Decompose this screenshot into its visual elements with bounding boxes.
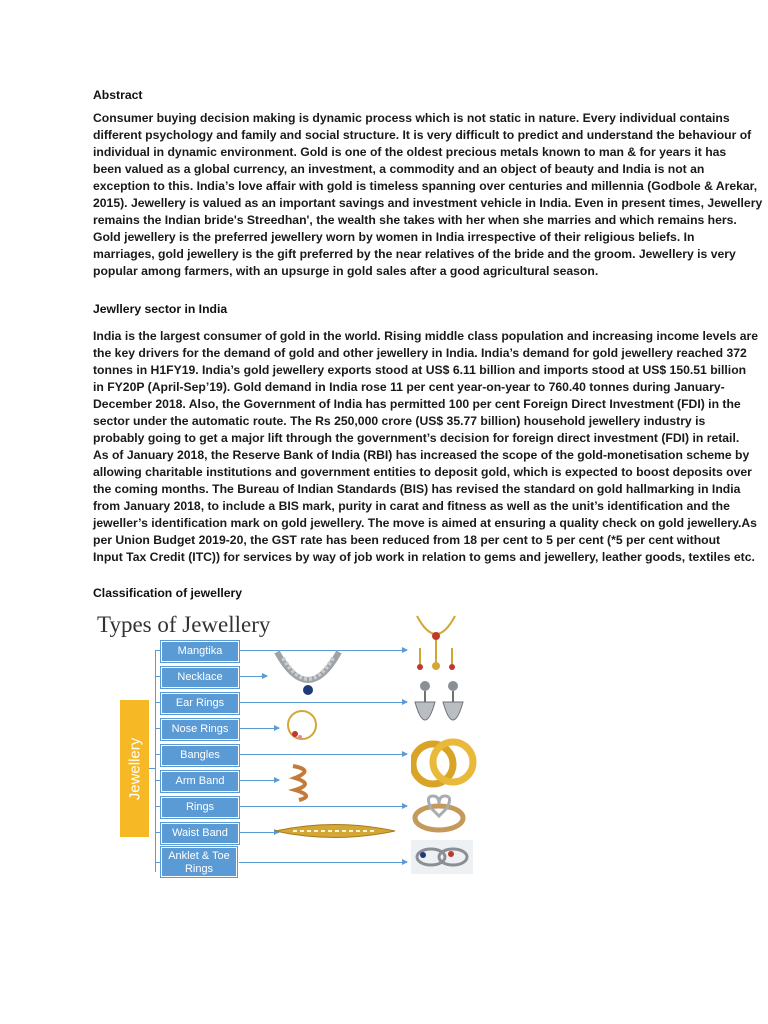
type-box-necklace: Necklace bbox=[161, 667, 239, 688]
category-label-box bbox=[120, 700, 149, 837]
sector-line: sector under the automatic route. The Rs 250,000 crore (US$ 35.77 billion) household jewellery industry is bbox=[93, 414, 706, 428]
necklace-image bbox=[273, 648, 343, 704]
abstract-line: individual in dynamic environment. Gold is one of the oldest precious metals known to man & for years it has bbox=[93, 145, 727, 159]
sector-line: jeweller’s identification mark on gold jewellery. The move is aimed at ensuring a quality check on gold jewellery.As bbox=[93, 516, 757, 530]
ear-rings-image bbox=[411, 678, 467, 740]
rings-image bbox=[411, 790, 467, 834]
type-box-ear-rings: Ear Rings bbox=[161, 693, 239, 714]
sector-line: the coming months. The Bureau of Indian Standards (BIS) has revised the standard on gold hallmarking in India bbox=[93, 482, 741, 496]
abstract-line: 2015). Jewellery is valued as an important savings and investment vehicle in India. Even in present times, Jewellery bbox=[93, 196, 763, 210]
sector-line: tonnes in H1FY19. India’s gold jewellery exports stood at US$ 6.11 billion and imports stood at US$ 150.51 billion bbox=[93, 363, 747, 377]
nose-rings-image bbox=[285, 708, 319, 744]
bangles-image bbox=[411, 738, 477, 788]
type-box-mangtika: Mangtika bbox=[161, 641, 239, 662]
abstract-line: remains the Indian bride's Streedhan', the wealth she takes with her when she marries and which remains hers. bbox=[93, 213, 737, 227]
abstract-line: Gold jewellery is the preferred jewellery worn by women in India irrespective of their religious beliefs. In bbox=[93, 230, 695, 244]
sector-heading: Jewllery sector in India bbox=[93, 302, 228, 316]
type-box-bangles: Bangles bbox=[161, 745, 239, 766]
type-box-anklet-toe-rings: Anklet & Toe Rings bbox=[161, 847, 237, 877]
classification-heading: Classification of jewellery bbox=[93, 586, 243, 600]
abstract-line: exception to this. India’s love affair with gold is timeless spanning over centuries and millennia (Godbole & Arekar, bbox=[93, 179, 758, 193]
abstract-line: been valued as a global currency, an investment, a commodity and an object of beauty and India is not an bbox=[93, 162, 705, 176]
anklet-toe-rings-image bbox=[411, 840, 473, 874]
sector-line: December 2018. Also, the Government of India has permitted 100 per cent Foreign Direct Investment (FDI) in the bbox=[93, 397, 741, 411]
type-box-waist-band: Waist Band bbox=[161, 823, 239, 844]
abstract-line: Consumer buying decision making is dynamic process which is not static in nature. Every individual contains bbox=[93, 111, 730, 125]
arrow bbox=[239, 676, 267, 677]
type-box-rings: Rings bbox=[161, 797, 239, 818]
arrow bbox=[239, 728, 279, 729]
sector-line: in FY20P (April-Sep’19). Gold demand in India rose 11 per cent year-on-year to 760.40 tonnes during January- bbox=[93, 380, 725, 394]
sector-line: probably going to get a major lift through the government’s decision for foreign direct investment (FDI) in retail. bbox=[93, 431, 740, 445]
abstract-heading: Abstract bbox=[93, 88, 143, 102]
types-of-jewellery-figure bbox=[93, 608, 485, 881]
arm-band-image bbox=[285, 760, 321, 804]
sector-line: the key drivers for the demand of gold and other jewellery in India. India’s demand for gold jewellery reached 372 bbox=[93, 346, 747, 360]
figure-title: Types of Jewellery bbox=[97, 612, 271, 637]
sector-paragraph bbox=[93, 328, 759, 566]
sector-line: Input Tax Credit (ITC)) for services by way of job work in relation to gems and jewellery, leather goods, textiles etc. bbox=[93, 550, 755, 564]
sector-line: from January 2018, to include a BIS mark, purity in carat and fitness as well as the unit’s identification and the bbox=[93, 499, 730, 513]
arrow bbox=[239, 806, 407, 807]
type-box-arm-band: Arm Band bbox=[161, 771, 239, 792]
abstract-line: marriages, gold jewellery is the gift preferred by the near relatives of the bride and the groom. Jewellery is very bbox=[93, 247, 736, 261]
abstract-paragraph bbox=[93, 110, 763, 280]
sector-line: allowing charitable institutions and government entities to deposit gold, which is expected to boost deposits over bbox=[93, 465, 752, 479]
sector-line: India is the largest consumer of gold in the world. Rising middle class population and increasing income levels are bbox=[93, 329, 759, 343]
type-box-nose-rings: Nose Rings bbox=[161, 719, 239, 740]
sector-line: per Union Budget 2019-20, the GST rate has been reduced from 18 per cent to 5 per cent (*5 per cent without bbox=[93, 533, 721, 547]
arrow bbox=[239, 754, 407, 755]
waist-band-image bbox=[273, 820, 397, 842]
mangtika-necklace-image bbox=[411, 612, 461, 674]
abstract-line: different psychology and family and social structure. It is very difficult to predict and understand the behaviour of bbox=[93, 128, 752, 142]
arrow bbox=[239, 862, 407, 863]
sector-line: As of January 2018, the Reserve Bank of India (RBI) has increased the scope of the gold-monetisation scheme by bbox=[93, 448, 750, 462]
arrow bbox=[239, 780, 279, 781]
bracket-spine bbox=[155, 650, 156, 872]
abstract-line: popular among farmers, with an upsurge in gold sales after a good agricultural season. bbox=[93, 264, 599, 278]
category-label: Jewellery bbox=[126, 737, 143, 800]
